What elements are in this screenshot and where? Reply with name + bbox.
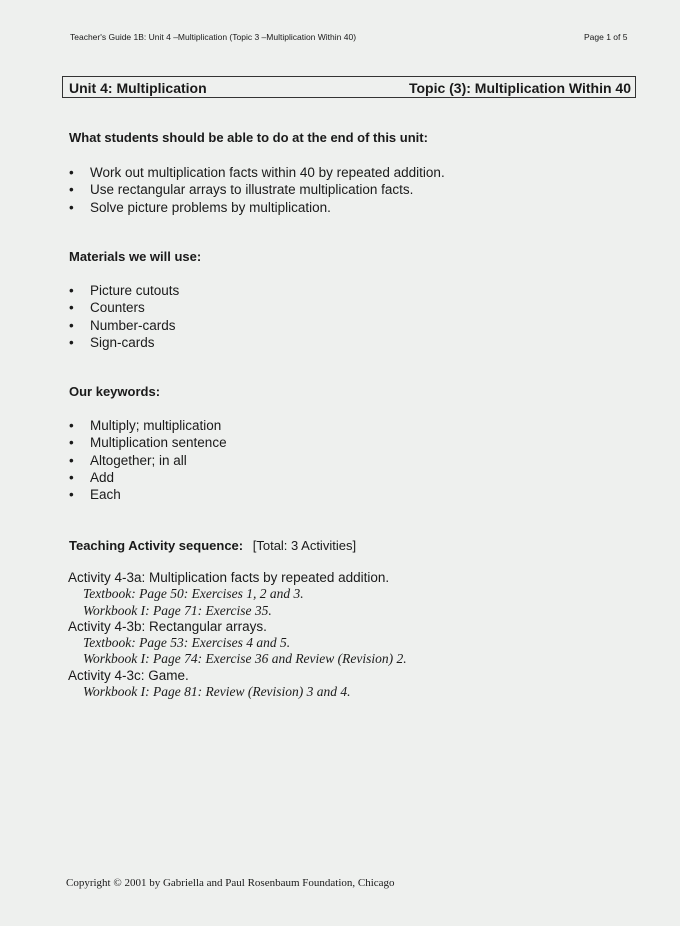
list-item: • Counters	[69, 299, 179, 316]
keywords-heading: Our keywords:	[69, 384, 161, 399]
reference-line: Workbook I: Page 81: Review (Revision) 3 and 4.	[83, 684, 351, 700]
materials-heading: Materials we will use:	[69, 249, 202, 264]
sequence-total: [Total: 3 Activities]	[252, 538, 357, 553]
activity-line: Activity 4-3b: Rectangular arrays.	[68, 618, 267, 634]
activity-line: Activity 4-3a: Multiplication facts by repeated addition.	[68, 570, 390, 585]
list-item: • Work out multiplication facts within 40 by repeated addition.	[69, 164, 445, 181]
activity-line: Activity 4-3c: Game.	[68, 667, 189, 683]
materials-list	[69, 282, 179, 351]
reference-line: Textbook: Page 50: Exercises 1, 2 and 3.	[83, 586, 304, 602]
reference-line: Workbook I: Page 71: Exercise 35.	[83, 602, 272, 618]
list-item: • Multiply; multiplication	[69, 417, 227, 434]
copyright-footer: Copyright © 2001 by Gabriella and Paul Rosenbaum Foundation, Chicago	[66, 877, 395, 889]
page-number: Page 1 of 5	[584, 32, 628, 42]
unit-title: Unit 4: Multiplication	[69, 80, 207, 96]
objectives-list	[69, 164, 445, 216]
list-item: • Multiplication sentence	[69, 434, 227, 451]
keywords-list	[69, 417, 227, 503]
activity-list	[68, 570, 407, 700]
list-item: • Number-cards	[69, 317, 179, 334]
list-item: • Sign-cards	[69, 334, 179, 351]
sequence-heading-label: Teaching Activity sequence:	[69, 538, 244, 553]
list-item: • Each	[69, 486, 227, 503]
topic-title: Topic (3): Multiplication Within 40	[408, 80, 631, 96]
list-item: • Picture cutouts	[69, 282, 179, 299]
list-item: • Solve picture problems by multiplication.	[69, 199, 445, 216]
reference-line: Textbook: Page 53: Exercises 4 and 5.	[83, 635, 291, 651]
objectives-heading: What students should be able to do at the end of this unit:	[69, 130, 428, 145]
reference-line: Workbook I: Page 74: Exercise 36 and Review (Revision) 2.	[83, 651, 407, 667]
title-box	[62, 76, 636, 98]
sequence-heading	[69, 538, 356, 553]
list-item: • Use rectangular arrays to illustrate multiplication facts.	[69, 181, 445, 198]
list-item: • Altogether; in all	[69, 452, 227, 469]
running-header-title: Teacher's Guide 1B: Unit 4 –Multiplication (Topic 3 –Multiplication Within 40)	[70, 32, 357, 42]
list-item: • Add	[69, 469, 227, 486]
